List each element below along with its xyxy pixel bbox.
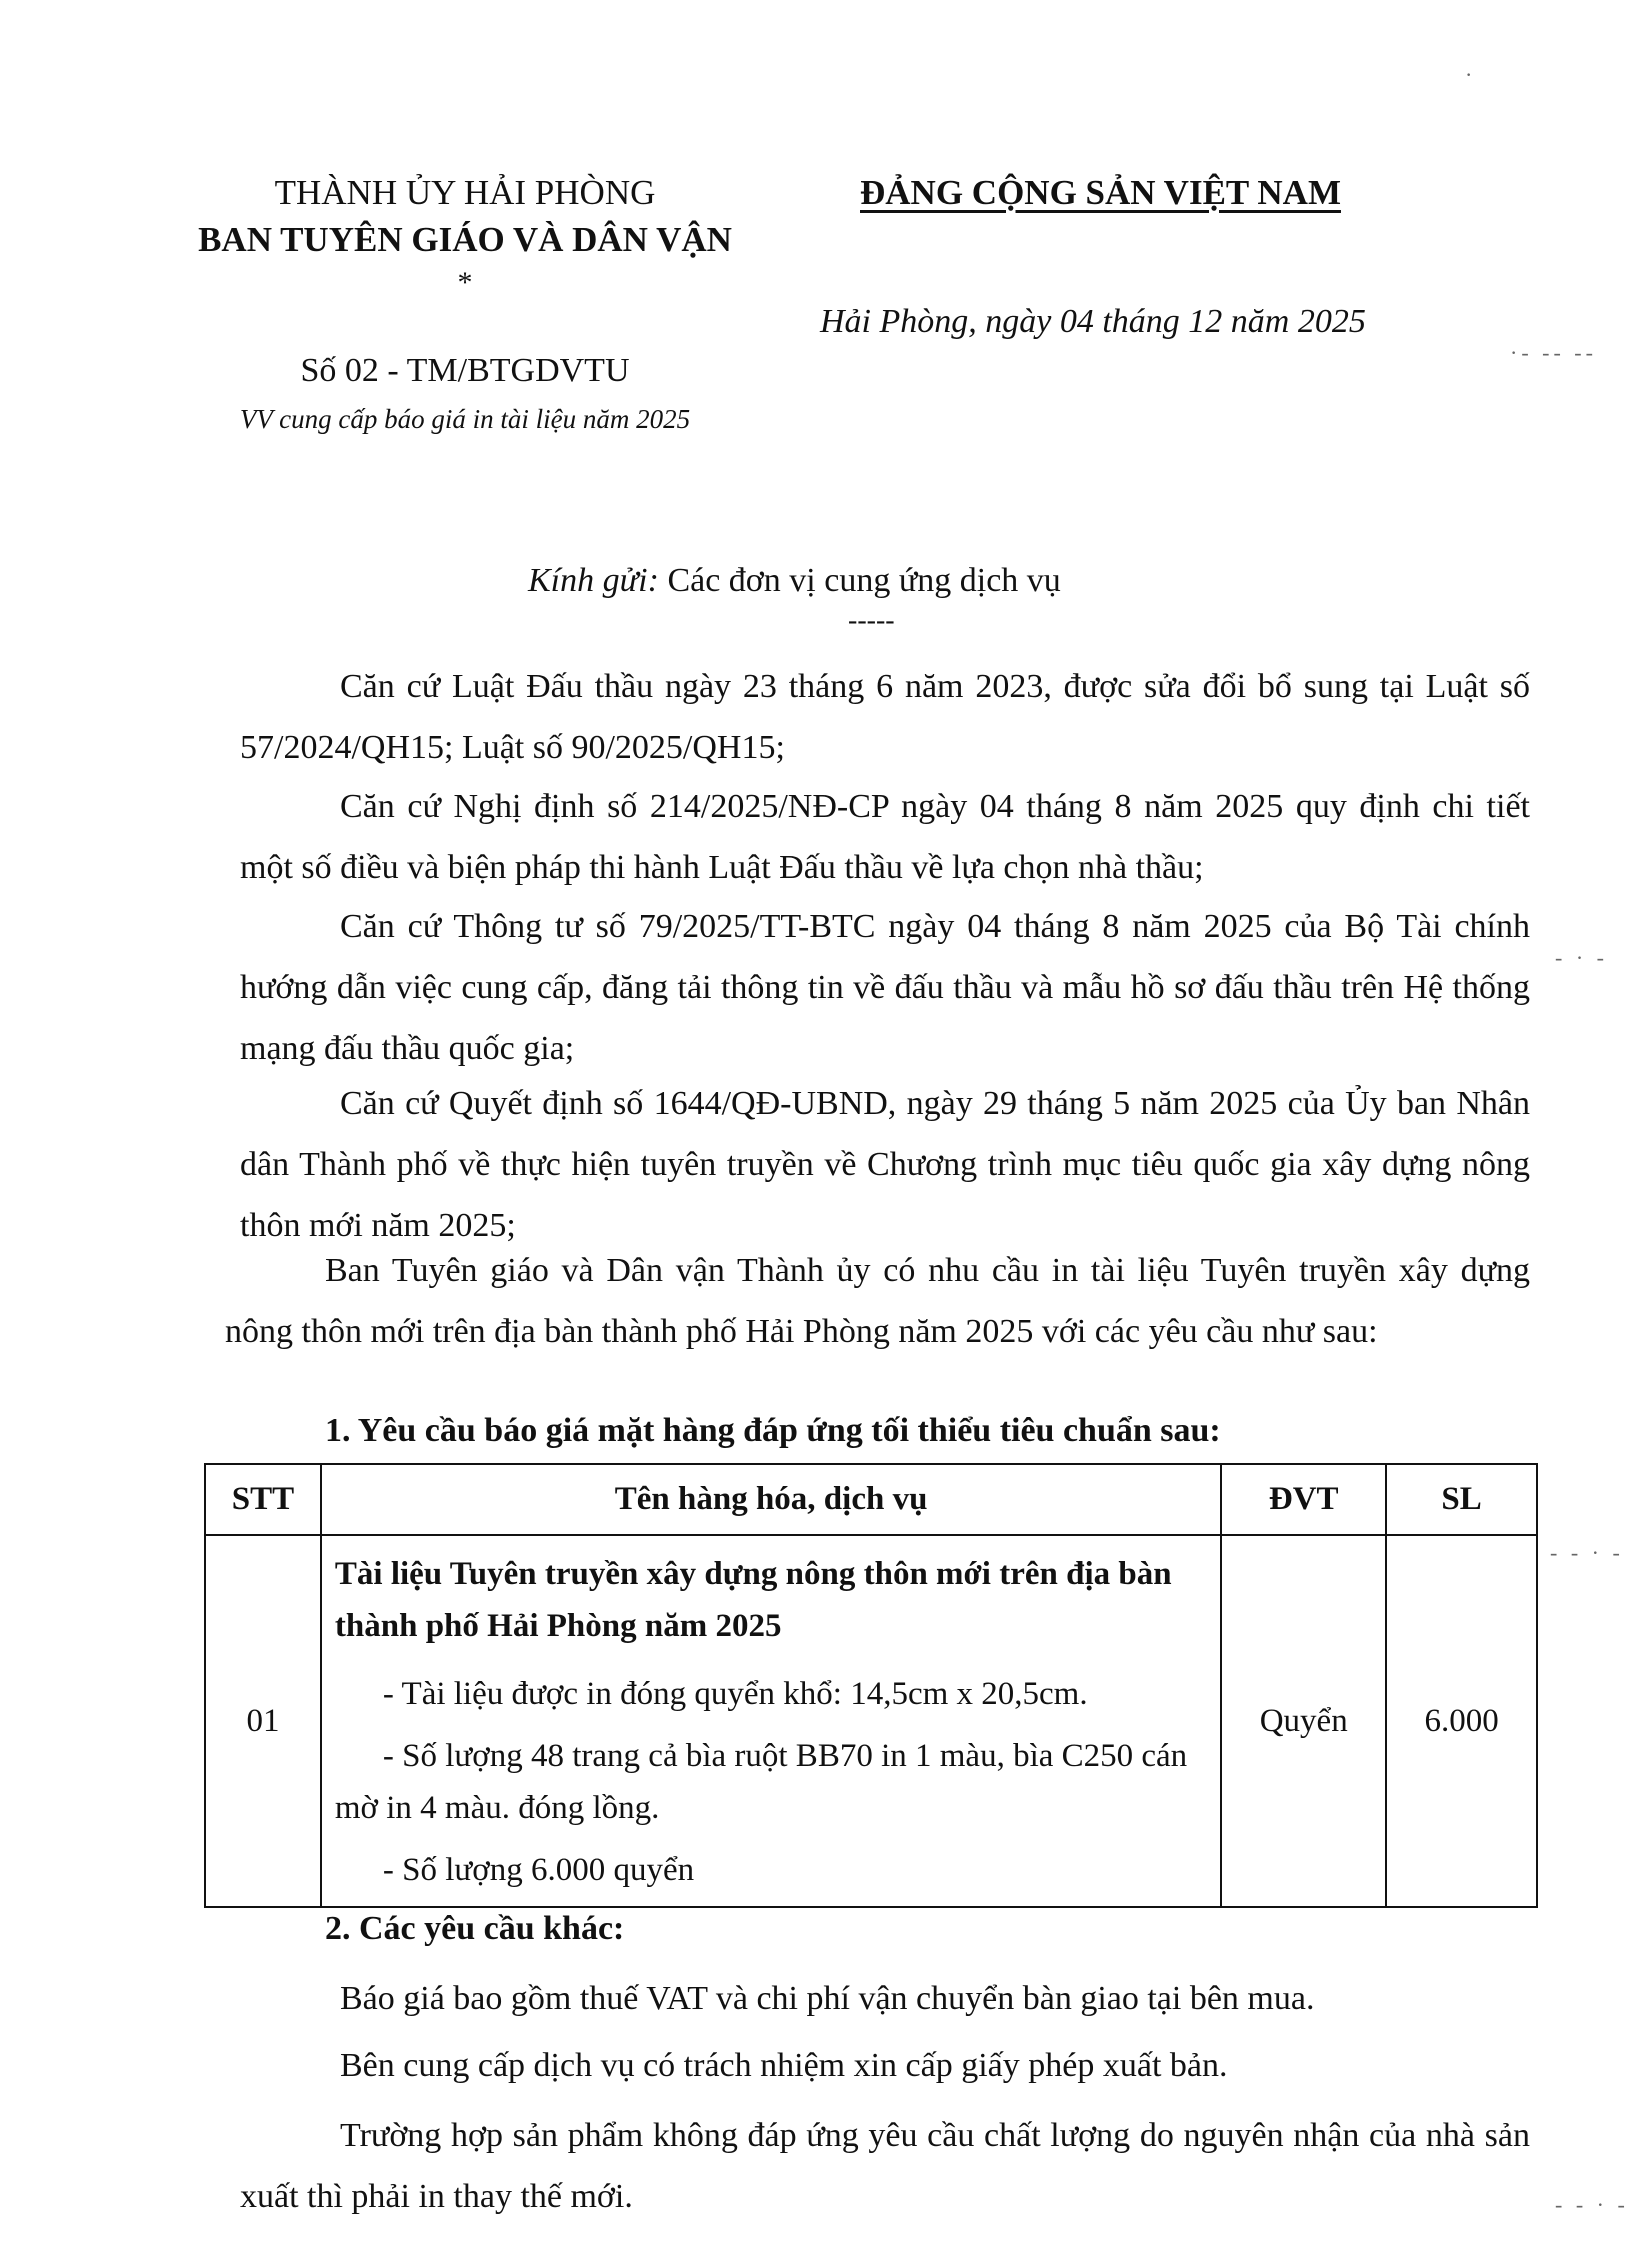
party-name: ĐẢNG CỘNG SẢN VIỆT NAM bbox=[860, 173, 1341, 212]
salutation-label: Kính gửi: bbox=[528, 562, 659, 599]
items-table bbox=[204, 1463, 1538, 1908]
doc-number: Số 02 - TM/BTGDVTU bbox=[300, 352, 630, 389]
scan-mark: - · - bbox=[1555, 945, 1608, 970]
column-header-stt: STT bbox=[205, 1464, 321, 1535]
salutation bbox=[528, 562, 1061, 600]
requirement-item: Trường hợp sản phẩm không đáp ứng yêu cầu chất lượng do nguyên nhận của nhà sản xuất thì phải in thay thế mới. bbox=[240, 2117, 1530, 2215]
requirement-item: Bên cung cấp dịch vụ có trách nhiệm xin cấp giấy phép xuất bản. bbox=[340, 2047, 1228, 2084]
column-header-name: Tên hàng hóa, dịch vụ bbox=[321, 1464, 1221, 1535]
place-date: Hải Phòng, ngày 04 tháng 12 năm 2025 bbox=[820, 303, 1366, 340]
column-header-unit: ĐVT bbox=[1221, 1464, 1386, 1535]
body-paragraph-1: Căn cứ Luật Đấu thầu ngày 23 tháng 6 năm 2023, được sửa đổi bổ sung tại Luật số 57/2024/QH15; Luật số 90/2025/QH15; bbox=[240, 668, 1530, 766]
org-parent: THÀNH ỦY HẢI PHÒNG bbox=[274, 173, 656, 212]
scan-mark: ·- -- -- bbox=[1510, 340, 1597, 365]
cell-quantity: 6.000 bbox=[1386, 1535, 1537, 1907]
section2-heading: 2. Các yêu cầu khác: bbox=[325, 1910, 625, 1947]
table-row bbox=[205, 1535, 1537, 1907]
table-header-row bbox=[205, 1464, 1537, 1535]
cell-unit: Quyển bbox=[1221, 1535, 1386, 1907]
cell-stt: 01 bbox=[205, 1535, 321, 1907]
scan-mark: - - · - bbox=[1555, 2192, 1629, 2217]
body-paragraph-4: Căn cứ Quyết định số 1644/QĐ-UBND, ngày 29 tháng 5 năm 2025 của Ủy ban Nhân dân Thành phố về thực hiện tuyên truyền về Chương trình mục tiêu quốc gia xây dựng nông thôn mới năm 2025; bbox=[240, 1085, 1530, 1244]
salutation-divider: ----- bbox=[848, 605, 895, 636]
item-detail: - Tài liệu được in đóng quyển khổ: 14,5cm x 20,5cm. bbox=[382, 1676, 1088, 1712]
section1-heading: 1. Yêu cầu báo giá mặt hàng đáp ứng tối thiểu tiêu chuẩn sau: bbox=[325, 1412, 1221, 1449]
scan-mark: - - · - bbox=[1550, 1540, 1624, 1565]
header-star: * bbox=[457, 266, 473, 299]
body-paragraph-5: Ban Tuyên giáo và Dân vận Thành ủy có nhu cầu in tài liệu Tuyên truyền xây dựng nông thôn mới trên địa bàn thành phố Hải Phòng năm 2025 với các yêu cầu như sau: bbox=[225, 1252, 1530, 1350]
org-name: BAN TUYÊN GIÁO VÀ DÂN VẬN bbox=[198, 220, 732, 259]
scan-mark: · bbox=[1465, 62, 1473, 87]
item-title: Tài liệu Tuyên truyền xây dựng nông thôn mới trên địa bàn thành phố Hải Phòng năm 2025 bbox=[334, 1556, 1172, 1644]
doc-subject: VV cung cấp báo giá in tài liệu năm 2025 bbox=[239, 404, 691, 434]
salutation-recipient: Các đơn vị cung ứng dịch vụ bbox=[667, 562, 1061, 599]
body-paragraph-3: Căn cứ Thông tư số 79/2025/TT-BTC ngày 04 tháng 8 năm 2025 của Bộ Tài chính hướng dẫn việc cung cấp, đăng tải thông tin về đấu thầu và mẫu hồ sơ đấu thầu trên Hệ thống mạng đấu thầu quốc gia; bbox=[240, 908, 1530, 1067]
cell-item-description bbox=[321, 1535, 1221, 1907]
item-detail: - Số lượng 6.000 quyển bbox=[382, 1852, 695, 1888]
body-paragraph-2: Căn cứ Nghị định số 214/2025/NĐ-CP ngày 04 tháng 8 năm 2025 quy định chi tiết một số điều và biện pháp thi hành Luật Đấu thầu về lựa chọn nhà thầu; bbox=[240, 788, 1530, 886]
column-header-quantity: SL bbox=[1386, 1464, 1537, 1535]
requirement-item: Báo giá bao gồm thuế VAT và chi phí vận chuyển bàn giao tại bên mua. bbox=[340, 1980, 1315, 2017]
item-detail: - Số lượng 48 trang cả bìa ruột BB70 in 1 màu, bìa C250 cán mờ in 4 màu. đóng lồng. bbox=[334, 1738, 1188, 1826]
